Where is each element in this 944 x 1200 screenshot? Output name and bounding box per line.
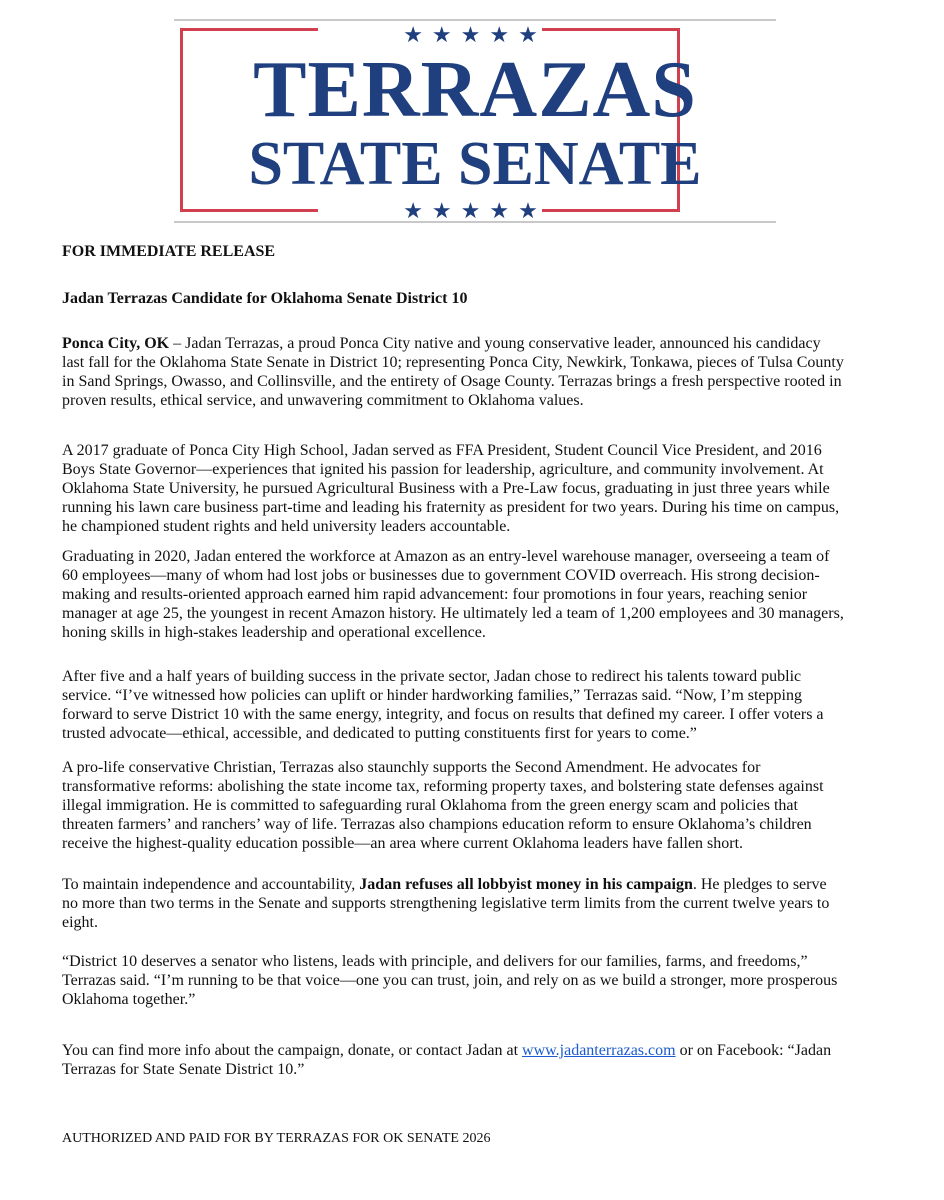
paragraph-line: honing skills in high-stakes leadership and operational excellence. xyxy=(62,624,486,641)
paragraph-line: Terrazas for State Senate District 10.” xyxy=(62,1061,305,1078)
paragraph xyxy=(62,758,824,853)
campaign-logo xyxy=(170,10,780,230)
website-link[interactable]: www.jadanterrazas.com xyxy=(522,1042,676,1059)
logo-office: STATE SENATE xyxy=(248,130,702,198)
stars-bottom-icon: ★★★★★ xyxy=(403,198,547,223)
paragraph-line: Graduating in 2020, Jadan entered the workforce at Amazon as an entry-level warehouse manager, overseeing a team of xyxy=(62,548,830,565)
paragraph-line: Boys State Governor—experiences that ignited his passion for leadership, agriculture, and community involvement. At xyxy=(62,461,824,478)
paragraph-line xyxy=(62,1041,831,1060)
logo-name: TERRAZAS xyxy=(253,46,697,134)
paragraph xyxy=(62,547,844,642)
logo-top-rule xyxy=(174,19,776,21)
paragraph-line: Oklahoma together.” xyxy=(62,991,196,1008)
paragraph-line: no more than two terms in the Senate and supports strengthening legislative term limits from the current twelve years to xyxy=(62,895,830,912)
paragraph-line: A pro-life conservative Christian, Terrazas also staunchly supports the Second Amendment. He advocates for xyxy=(62,759,761,776)
paragraph-line xyxy=(62,334,844,353)
paragraph-line: making and results-oriented approach earned him rapid advancement: four promotions in four years, reaching senior xyxy=(62,586,808,603)
paragraph-line: trusted advocate—ethical, accessible, and dedicated to putting constituents first for years to come.” xyxy=(62,725,697,742)
release-label: FOR IMMEDIATE RELEASE xyxy=(62,243,276,260)
text-run: . He pledges to serve xyxy=(692,876,827,893)
headline: Jadan Terrazas Candidate for Oklahoma Senate District 10 xyxy=(62,290,468,307)
paragraph-line: last fall for the Oklahoma State Senate in District 10; representing Ponca City, Newkirk, Tonkawa, pieces of Tulsa County xyxy=(62,354,844,371)
paragraph-line: eight. xyxy=(62,914,98,931)
paragraph-line: After five and a half years of building success in the private sector, Jadan chose to redirect his talents toward public xyxy=(62,668,802,685)
paragraph-line: 60 employees—many of whom had lost jobs or businesses due to government COVID overreach. His strong decision- xyxy=(62,567,820,584)
paragraph xyxy=(62,875,829,932)
paragraph-line xyxy=(62,875,829,894)
paragraph xyxy=(62,667,824,743)
paragraph-line: A 2017 graduate of Ponca City High School, Jadan served as FFA President, Student Council Vice President, and 2016 xyxy=(62,442,822,459)
text-run: – Jadan Terrazas, a proud Ponca City native and young conservative leader, announced his candidacy xyxy=(169,335,821,352)
paragraph-line: in Sand Springs, Owasso, and Collinsville, and the entirety of Osage County. Terrazas brings a fresh perspective rooted in xyxy=(62,373,842,390)
paragraph xyxy=(62,952,837,1009)
stars-top-icon: ★★★★★ xyxy=(403,22,547,47)
paragraph xyxy=(62,334,844,410)
paragraph xyxy=(62,1041,831,1079)
text-run: or on Facebook: “Jadan xyxy=(675,1042,832,1059)
text-run: You can find more info about the campaign, donate, or contact Jadan at xyxy=(62,1042,523,1059)
paragraph-line: transformative reforms: abolishing the state income tax, reforming property taxes, and bolstering state defenses against xyxy=(62,778,824,795)
paragraph-line: proven results, ethical service, and unwavering commitment to Oklahoma values. xyxy=(62,392,584,409)
paragraph-line: threaten farmers’ and ranchers’ way of life. Terrazas also champions education reform to ensure Oklahoma’s children xyxy=(62,816,812,833)
paragraph-line: Terrazas said. “I’m running to be that voice—one you can trust, join, and rely on as we build a stronger, more prosperous xyxy=(62,972,838,989)
paragraph-line: he championed student rights and held university leaders accountable. xyxy=(62,518,511,535)
bold-text: Jadan refuses all lobbyist money in his campaign xyxy=(359,876,693,893)
paragraph-line: Oklahoma State University, he pursued Agricultural Business with a Pre-Law focus, graduating in just three years while xyxy=(62,480,830,497)
paragraph xyxy=(62,441,839,536)
paragraph-line: service. “I’ve witnessed how policies can uplift or hinder hardworking families,” Terrazas said. “Now, I’m stepping xyxy=(62,687,802,704)
paragraph-line: illegal immigration. He is committed to safeguarding rural Oklahoma from the green energy scam and policies that xyxy=(62,797,798,814)
paragraph-line: receive the highest-quality education possible—an area where current Oklahoma leaders have fallen short. xyxy=(62,835,744,852)
paragraph-line: forward to serve District 10 with the same energy, integrity, and focus on results that defined my career. I offer voters a xyxy=(62,706,824,723)
footer-disclaimer: AUTHORIZED AND PAID FOR BY TERRAZAS FOR OK SENATE 2026 xyxy=(62,1131,491,1146)
paragraph-line: running his lawn care business part-time and leading his fraternity as president for two years. During his time on campus, xyxy=(62,499,840,516)
bold-text: Ponca City, OK xyxy=(62,335,170,352)
paragraph-line: manager at age 25, the youngest in recent Amazon history. He ultimately led a team of 1,200 employees and 30 managers, xyxy=(62,605,844,622)
paragraph-line: “District 10 deserves a senator who listens, leads with principle, and delivers for our families, farms, and freedoms,” xyxy=(62,953,808,970)
text-run: To maintain independence and accountability, xyxy=(62,876,360,893)
